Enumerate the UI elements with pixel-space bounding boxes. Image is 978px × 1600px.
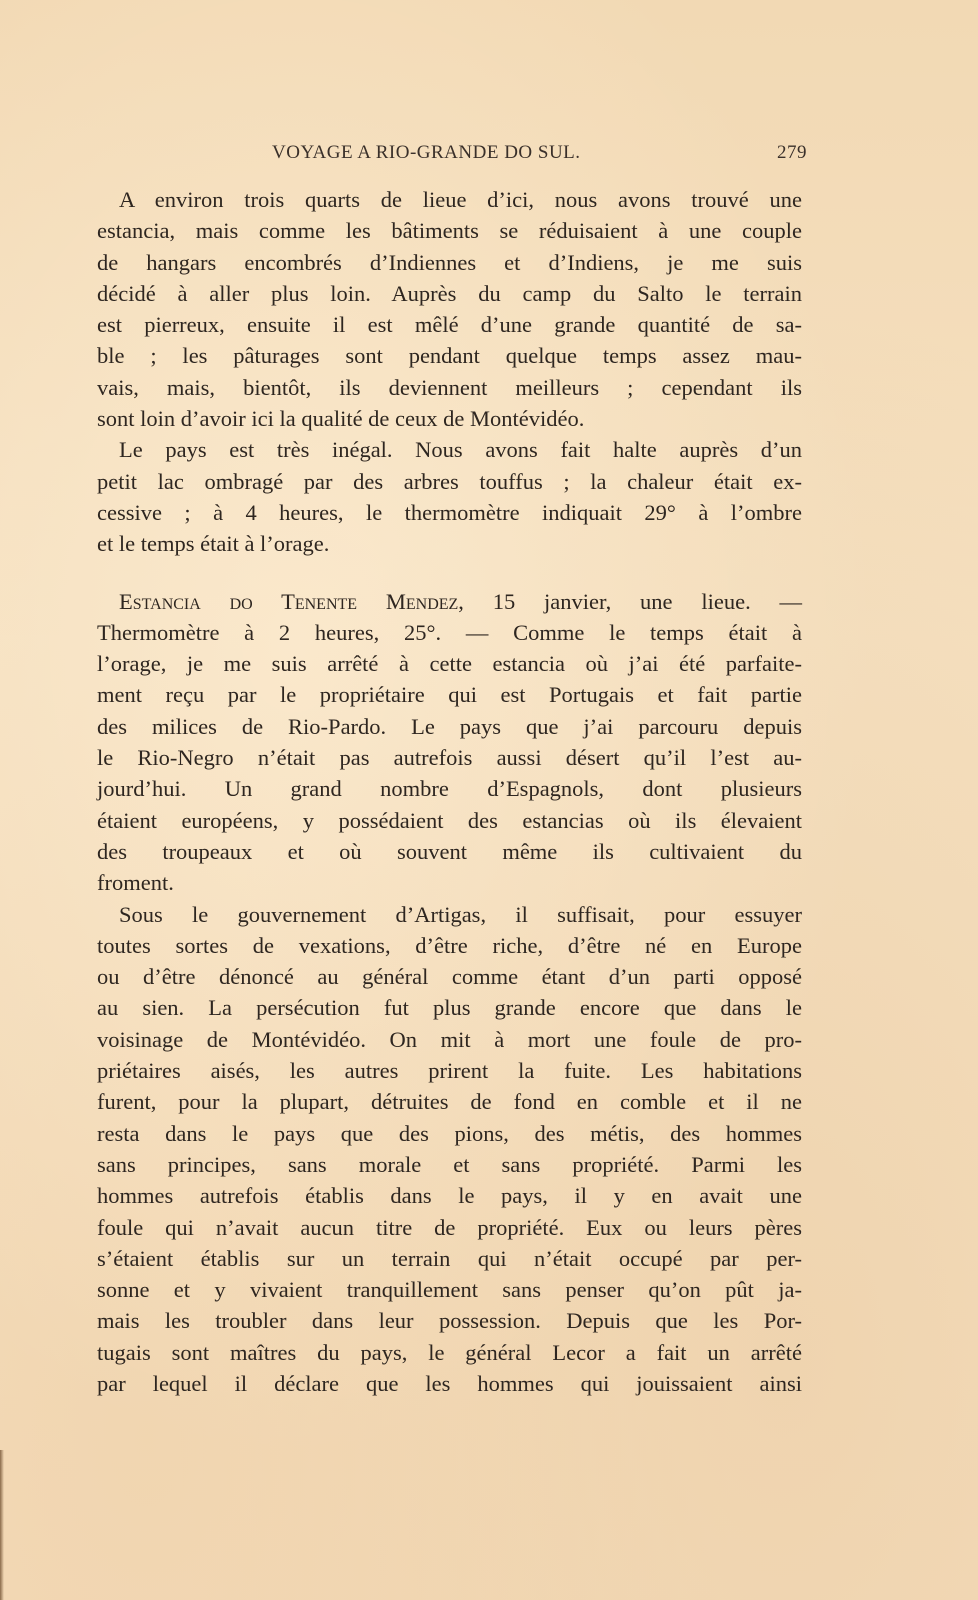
paragraph-1 [97, 184, 802, 434]
text-line: sont loin d’avoir ici la qualité de ceux de Montévidéo. [97, 406, 585, 432]
entry-heading: Estancia do Tenente Mendez, [119, 588, 464, 614]
text-line: mais les troubler dans leur possession. Depuis que les Por- [97, 1308, 802, 1334]
entry-heading-date: 15 janvier, une lieue. — [463, 588, 803, 614]
text-line: resta dans le pays que des pions, des métis, des hommes [97, 1120, 802, 1146]
text-line: jourd’hui. Un grand nombre d’Espagnols, dont plusieurs [97, 776, 802, 802]
text-line: voisinage de Montévidéo. On mit à mort une foule de pro- [97, 1026, 802, 1052]
text-line: estancia, mais comme les bâtiments se réduisaient à une couple [97, 218, 802, 244]
text-line: l’orage, je me suis arrêté à cette estancia où j’ai été parfaite- [97, 651, 802, 677]
text-line: cessive ; à 4 heures, le thermomètre indiquait 29° à l’ombre [97, 499, 802, 525]
text-line: foule qui n’avait aucun titre de propriété. Eux ou leurs pères [97, 1214, 802, 1240]
paragraph-3-dated-entry [97, 586, 802, 899]
text-line: s’étaient établis sur un terrain qui n’était occupé par per- [97, 1245, 802, 1271]
text-line: toutes sortes de vexations, d’être riche, d’être né en Europe [97, 932, 802, 958]
text-line: décidé à aller plus loin. Auprès du camp du Salto le terrain [97, 280, 802, 306]
paragraph-4 [97, 899, 802, 1400]
text-line: ble ; les pâturages sont pendant quelque temps assez mau- [97, 343, 802, 369]
text-line: vais, mais, bientôt, ils deviennent meilleurs ; cependant ils [97, 374, 802, 400]
text-line: sans principes, sans morale et sans propriété. Parmi les [97, 1151, 802, 1177]
text-line [97, 586, 802, 617]
text-line: hommes autrefois établis dans le pays, il y en avait une [97, 1183, 802, 1209]
text-line: sonne et y vivaient tranquillement sans penser qu’on pût ja- [97, 1277, 802, 1303]
text-line: au sien. La persécution fut plus grande encore que dans le [97, 995, 802, 1021]
text-line: ment reçu par le propriétaire qui est Portugais et fait partie [97, 682, 802, 708]
text-line: priétaires aisés, les autres prirent la fuite. Les habitations [97, 1058, 802, 1084]
text-line: petit lac ombragé par des arbres touffus ; la chaleur était ex- [97, 468, 802, 494]
text-line: Thermomètre à 2 heures, 25°. — Comme le temps était à [97, 619, 802, 645]
text-line: A environ trois quarts de lieue d’ici, nous avons trouvé une [119, 187, 802, 212]
section-gap [97, 560, 802, 586]
text-line: Sous le gouvernement d’Artigas, il suffisait, pour essuyer [119, 901, 802, 927]
text-line: tugais sont maîtres du pays, le général Lecor a fait un arrêté [97, 1339, 802, 1365]
text-line: étaient européens, y possédaient des estancias où ils élevaient [97, 807, 802, 833]
text-line: furent, pour la plupart, détruites de fond en comble et il ne [97, 1089, 802, 1115]
text-line: est pierreux, ensuite il est mêlé d’une grande quantité de sa- [97, 312, 802, 338]
text-line: froment. [97, 870, 174, 896]
text-line: des troupeaux et où souvent même ils cultivaient du [97, 838, 802, 864]
page-binding-edge [0, 1450, 4, 1600]
paragraph-2 [97, 434, 802, 559]
text-line: des milices de Rio-Pardo. Le pays que j’ai parcouru depuis [97, 713, 802, 739]
body-text [97, 184, 802, 1399]
text-line: par lequel il déclare que les hommes qui jouissaient ainsi [97, 1370, 802, 1396]
text-line: de hangars encombrés d’Indiennes et d’Indiens, je me suis [97, 249, 802, 275]
text-line: et le temps était à l’orage. [97, 531, 330, 557]
text-line: Le pays est très inégal. Nous avons fait halte auprès d’un [119, 437, 802, 463]
page-number: 279 [777, 142, 807, 163]
running-head [272, 142, 807, 168]
running-head-title: VOYAGE A RIO-GRANDE DO SUL. [272, 142, 581, 163]
text-line: ou d’être dénoncé au général comme étant d’un parti opposé [97, 964, 802, 990]
text-line: le Rio-Negro n’était pas autrefois aussi désert qu’il l’est au- [97, 745, 802, 771]
